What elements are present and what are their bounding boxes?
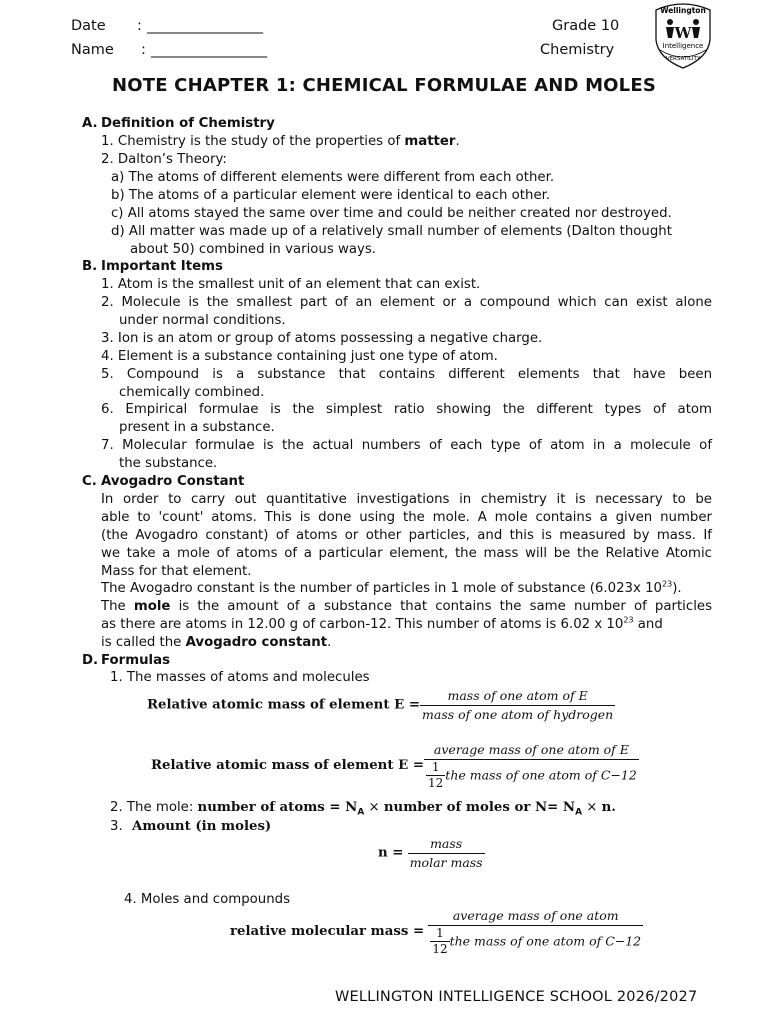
svg-text:W: W	[674, 24, 692, 42]
avogadro-paragraph-line2: able to 'count' atoms. This is done using the mole. A mole contains a given number	[101, 510, 712, 525]
formula-3-number: 3.	[110, 819, 123, 834]
equation-relative-atomic-mass-1: Relative atomic mass of element E = $\frac{\text{mass of one atom of E}}{\text{mass of one atom of hydrogen}}$	[147, 688, 614, 722]
formula-4-label: 4. Moles and compounds	[124, 892, 290, 907]
section-a-item-2: 2. Dalton’s Theory:	[101, 152, 227, 167]
equation-amount-in-moles: n = $\frac{\text{mass}}{\text{molar mass}}$	[378, 836, 483, 870]
section-a-item-1: 1. Chemistry is the study of the properties of matter.	[101, 134, 460, 149]
shield-icon	[650, 0, 716, 70]
formula-1-label: 1. The masses of atoms and molecules	[110, 670, 370, 685]
dalton-d-line2: about 50) combined in various ways.	[130, 242, 377, 257]
avogadro-paragraph-line4: we take a mole of atoms of a particular element, the mass will be the Relative Atomic	[101, 546, 712, 561]
item-molecule-line2: under normal conditions.	[119, 313, 286, 328]
name-label: Name	[71, 42, 114, 58]
equation-relative-molecular-mass: relative molecular mass = average mass of one atom $\frac{1}{12}$ the mass of one atom of C−12	[230, 908, 642, 956]
item-empirical-line2: present in a substance.	[119, 420, 275, 435]
item-compound-line1: 5. Compound is a substance that contains different elements that have been	[101, 367, 712, 382]
section-a-heading: Definition of Chemistry	[101, 116, 275, 131]
item-element: 4. Element is a substance containing just one type of atom.	[101, 349, 498, 364]
dalton-a: a) The atoms of different elements were different from each other.	[111, 170, 555, 185]
date-colon: :	[137, 18, 142, 34]
footer-school-year: WELLINGTON INTELLIGENCE SCHOOL 2026/2027	[335, 989, 698, 1005]
dalton-d-line1: d) All matter was made up of a relatively small number of elements (Dalton thought	[111, 224, 672, 239]
date-label: Date	[71, 18, 106, 34]
subject-label: Chemistry	[540, 42, 615, 58]
mole-definition-line2: as there are atoms in 12.00 g of carbon-12. This number of atoms is 6.02 x $10^{23}$ and	[101, 615, 663, 632]
item-molecule-line1: 2. Molecule is the smallest part of an element or a compound which can exist alone	[101, 295, 712, 310]
section-c-letter: C.	[82, 474, 97, 489]
grade-label: Grade 10	[552, 18, 620, 34]
item-molecular-line2: the substance.	[119, 456, 218, 471]
dalton-c: c) All atoms stayed the same over time and could be neither created nor destroyed.	[111, 206, 672, 221]
avogadro-paragraph-line5: Mass for that element.	[101, 564, 252, 579]
school-logo	[650, 0, 716, 70]
svg-text:Wellington: Wellington	[660, 6, 706, 15]
equation-relative-atomic-mass-2: Relative atomic mass of element E = average mass of one atom of E $\frac{1}{12}$ the mass of one atom of C−12	[151, 742, 637, 790]
item-empirical-line1: 6. Empirical formulae is the simplest ratio showing the different types of atom	[101, 402, 712, 417]
avogadro-paragraph-line3: (the Avogadro constant) of atoms or other particles, and this is measured by mass. If	[101, 528, 712, 543]
item-molecular-line1: 7. Molecular formulae is the actual numbers of each type of atom in a molecule of	[101, 438, 712, 453]
svg-text:VERSATILITY: VERSATILITY	[665, 56, 701, 62]
section-b-heading: Important Items	[101, 259, 223, 274]
section-d-letter: D.	[82, 653, 99, 668]
section-a-letter: A.	[82, 116, 98, 131]
mole-definition-line1: The mole is the amount of a substance that contains the same number of particles	[101, 599, 712, 614]
item-ion: 3. Ion is an atom or group of atoms possessing a negative charge.	[101, 331, 543, 346]
section-d-heading: Formulas	[101, 653, 171, 668]
item-atom: 1. Atom is the smallest unit of an element that can exist.	[101, 277, 481, 292]
avogadro-constant-line: The Avogadro constant is the number of particles in 1 mole of substance (6.023x $10^{23}$).	[101, 579, 682, 596]
svg-text:Intelligence: Intelligence	[662, 42, 704, 50]
section-b-letter: B.	[82, 259, 98, 274]
avogadro-paragraph-line1: In order to carry out quantitative investigations in chemistry it is necessary to be	[101, 492, 712, 507]
formula-3-label: Amount (in moles)	[132, 819, 272, 834]
section-c-heading: Avogadro Constant	[101, 474, 245, 489]
page-title: NOTE CHAPTER 1: CHEMICAL FORMULAE AND MOLES	[111, 75, 657, 96]
name-field[interactable]: ________________	[151, 42, 267, 58]
mole-definition-line3: is called the Avogadro constant.	[101, 635, 332, 650]
date-field[interactable]: ________________	[147, 18, 263, 34]
dalton-b: b) The atoms of a particular element were identical to each other.	[111, 188, 551, 203]
item-compound-line2: chemically combined.	[119, 385, 265, 400]
name-colon: :	[141, 42, 146, 58]
formula-2-mole: 2. The mole: number of atoms = $N_A$ × number of moles or $N= N_A \times n$.	[110, 800, 616, 818]
